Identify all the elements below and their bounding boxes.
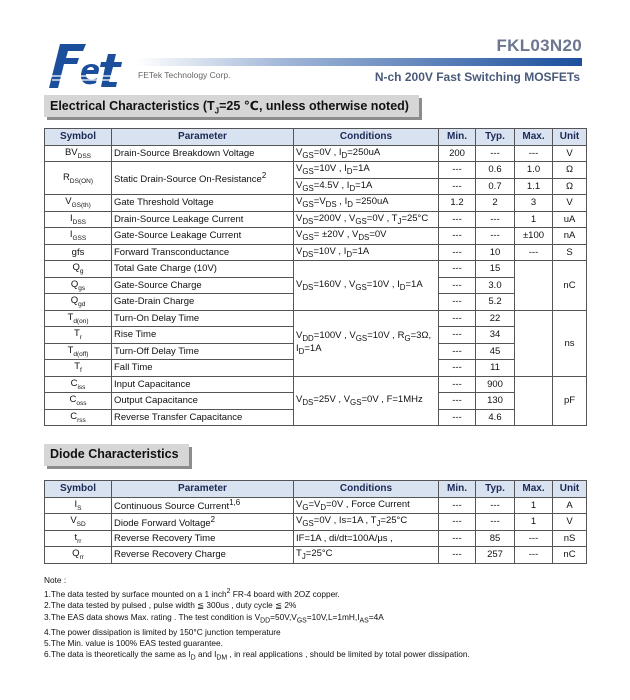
symbol-cell: $T_{d(on)}$	[45, 310, 112, 327]
symbol-cell: $I_{DSS}$	[45, 211, 112, 228]
unit-cell: V	[553, 145, 587, 162]
symbol-cell: $I_S$	[45, 497, 112, 514]
column-header: Symbol	[45, 481, 112, 498]
parameter-cell: Reverse Recovery Time	[112, 530, 294, 547]
max-cell: 1	[515, 514, 553, 531]
conditions-cell: $V_{GS}= \pm 20V$ , $V_{DS}=0V$	[294, 228, 439, 245]
typ-cell: 5.2	[476, 294, 515, 311]
max-cell	[515, 376, 553, 426]
company-name: FETek Technology Corp.	[138, 70, 231, 80]
parameter-cell: Fall Time	[112, 360, 294, 377]
min-cell: 200	[439, 145, 476, 162]
typ-cell: 257	[476, 547, 515, 564]
typ-cell: ---	[476, 211, 515, 228]
note-item: 5.The Min. value is 100% EAS tested guarantee.	[44, 637, 223, 648]
typ-cell: 22	[476, 310, 515, 327]
table-row	[45, 211, 587, 228]
table-row	[45, 162, 587, 179]
typ-cell: 10	[476, 244, 515, 261]
notes-heading: Note :	[44, 575, 67, 585]
table-header-row	[45, 129, 587, 146]
conditions-cell: $V_G=V_D=0V$ , Force Current	[294, 497, 439, 514]
min-cell: ---	[439, 261, 476, 278]
parameter-cell: Total Gate Charge (10V)	[112, 261, 294, 278]
typ-cell: 130	[476, 393, 515, 410]
parameter-cell: Gate-Source Leakage Current	[112, 228, 294, 245]
min-cell: ---	[439, 244, 476, 261]
conditions-cell: $V_{DS}=160V$ , $V_{GS}=10V$ , $I_D=1A$	[294, 261, 439, 311]
unit-cell: V	[553, 195, 587, 212]
min-cell: ---	[439, 393, 476, 410]
min-cell: ---	[439, 497, 476, 514]
min-cell: ---	[439, 228, 476, 245]
max-cell: ---	[515, 547, 553, 564]
conditions-cell: $V_{DD}=100V$ , $V_{GS}=10V$ , $R_G=3\Omega$, $I_D=1A$	[294, 310, 439, 376]
note-item: 3.The EAS data shows Max. rating . The test condition is $V_{DD}=50V,V_{GS}=10V,L=1mH,I_{AS}=4A$	[44, 611, 384, 625]
symbol-cell: gfs	[45, 244, 112, 261]
typ-cell: 45	[476, 343, 515, 360]
unit-cell: nA	[553, 228, 587, 245]
conditions-cell: $V_{GS}=0V$ , Is=1A , $T_J=25^\circ C$	[294, 514, 439, 531]
max-cell: 1.1	[515, 178, 553, 195]
max-cell: 3	[515, 195, 553, 212]
parameter-cell: Drain-Source Leakage Current	[112, 211, 294, 228]
typ-cell: ---	[476, 497, 515, 514]
unit-cell: nS	[553, 530, 587, 547]
max-cell: 1.0	[515, 162, 553, 179]
unit-cell: A	[553, 497, 587, 514]
column-header: Parameter	[112, 481, 294, 498]
max-cell	[515, 310, 553, 376]
min-cell: ---	[439, 360, 476, 377]
column-header: Unit	[553, 129, 587, 146]
min-cell: ---	[439, 547, 476, 564]
electrical-characteristics-table	[44, 128, 587, 426]
max-cell: ---	[515, 145, 553, 162]
symbol-cell: $I_{GSS}$	[45, 228, 112, 245]
symbol-cell: $Q_{gd}$	[45, 294, 112, 311]
symbol-cell: $V_{SD}$	[45, 514, 112, 531]
table-row	[45, 310, 587, 327]
table-row	[45, 261, 587, 278]
part-number: FKL03N20	[496, 36, 582, 55]
typ-cell: 4.6	[476, 409, 515, 426]
parameter-cell: Gate-Drain Charge	[112, 294, 294, 311]
max-cell: ---	[515, 530, 553, 547]
symbol-cell: $T_r$	[45, 327, 112, 344]
notes-block	[44, 575, 470, 664]
parameter-cell: Turn-Off Delay Time	[112, 343, 294, 360]
note-item: 1.The data tested by surface mounted on a 1 inch$^2$ FR-4 board with 2OZ copper.	[44, 588, 340, 600]
unit-cell: V	[553, 514, 587, 531]
symbol-cell: $t_{rr}$	[45, 530, 112, 547]
table-row	[45, 244, 587, 261]
parameter-cell: Diode Forward Voltage$^2$	[112, 514, 294, 531]
table-row	[45, 195, 587, 212]
symbol-cell: $V_{GS(th)}$	[45, 195, 112, 212]
min-cell: 1.2	[439, 195, 476, 212]
parameter-cell: Turn-On Delay Time	[112, 310, 294, 327]
conditions-cell: $V_{GS}=V_{DS}$ , $I_D =250uA$	[294, 195, 439, 212]
symbol-cell: $C_{oss}$	[45, 393, 112, 410]
conditions-cell: $V_{GS}=10V$ , $I_D=1A$	[294, 162, 439, 179]
parameter-cell: Gate-Source Charge	[112, 277, 294, 294]
column-header: Min.	[439, 481, 476, 498]
typ-cell: 0.6	[476, 162, 515, 179]
diode-characteristics-table	[44, 480, 587, 564]
symbol-cell: $T_{d(off)}$	[45, 343, 112, 360]
parameter-cell: Reverse Recovery Charge	[112, 547, 294, 564]
parameter-cell: Rise Time	[112, 327, 294, 344]
unit-cell: uA	[553, 211, 587, 228]
symbol-cell: $C_{rss}$	[45, 409, 112, 426]
column-header: Max.	[515, 481, 553, 498]
column-header: Typ.	[476, 481, 515, 498]
typ-cell: ---	[476, 145, 515, 162]
typ-cell: 11	[476, 360, 515, 377]
column-header: Typ.	[476, 129, 515, 146]
conditions-cell: $V_{GS}=0V$ , $I_D=250uA$	[294, 145, 439, 162]
max-cell: ±100	[515, 228, 553, 245]
parameter-cell: Output Capacitance	[112, 393, 294, 410]
min-cell: ---	[439, 310, 476, 327]
typ-cell: 34	[476, 327, 515, 344]
diode-section-title: Diode Characteristics	[44, 444, 189, 466]
symbol-cell: $T_f$	[45, 360, 112, 377]
parameter-cell: Drain-Source Breakdown Voltage	[112, 145, 294, 162]
typ-cell: ---	[476, 514, 515, 531]
min-cell: ---	[439, 211, 476, 228]
symbol-cell: $Q_g$	[45, 261, 112, 278]
typ-cell: 85	[476, 530, 515, 547]
max-cell: 1	[515, 211, 553, 228]
column-header: Parameter	[112, 129, 294, 146]
unit-cell: Ω	[553, 162, 587, 179]
unit-cell: ns	[553, 310, 587, 376]
note-item: 6.The data is theoretically the same as $I_D$ and $I_{DM}$ , in real applications , should be limited by total power dissipation.	[44, 649, 470, 662]
typ-cell: 900	[476, 376, 515, 393]
conditions-cell: $T_J=25^\circ C$	[294, 547, 439, 564]
min-cell: ---	[439, 514, 476, 531]
parameter-cell: Reverse Transfer Capacitance	[112, 409, 294, 426]
header-rule	[136, 58, 582, 66]
column-header: Conditions	[294, 481, 439, 498]
min-cell: ---	[439, 178, 476, 195]
note-item: 2.The data tested by pulsed , pulse width ≦ 300us , duty cycle ≦ 2%	[44, 600, 297, 611]
typ-cell: 2	[476, 195, 515, 212]
min-cell: ---	[439, 277, 476, 294]
symbol-cell: $BV_{DSS}$	[45, 145, 112, 162]
max-cell: ---	[515, 244, 553, 261]
symbol-cell: $Q_{rr}$	[45, 547, 112, 564]
table-row	[45, 514, 587, 531]
typ-cell: 3.0	[476, 277, 515, 294]
min-cell: ---	[439, 343, 476, 360]
unit-cell: Ω	[553, 178, 587, 195]
table-row	[45, 228, 587, 245]
table-row	[45, 145, 587, 162]
table-row	[45, 376, 587, 393]
unit-cell: S	[553, 244, 587, 261]
min-cell: ---	[439, 409, 476, 426]
unit-cell: nC	[553, 261, 587, 311]
max-cell: 1	[515, 497, 553, 514]
min-cell: ---	[439, 294, 476, 311]
parameter-cell: Forward Transconductance	[112, 244, 294, 261]
min-cell: ---	[439, 327, 476, 344]
column-header: Symbol	[45, 129, 112, 146]
parameter-cell: Static Drain-Source On-Resistance$^2$	[112, 162, 294, 195]
parameter-cell: Input Capacitance	[112, 376, 294, 393]
symbol-cell: $R_{DS(ON)}$	[45, 162, 112, 195]
max-cell	[515, 261, 553, 311]
parameter-cell: Gate Threshold Voltage	[112, 195, 294, 212]
min-cell: ---	[439, 162, 476, 179]
symbol-cell: $C_{iss}$	[45, 376, 112, 393]
parameter-cell: Continuous Source Current$^{1,6}$	[112, 497, 294, 514]
column-header: Conditions	[294, 129, 439, 146]
table-row	[45, 497, 587, 514]
column-header: Max.	[515, 129, 553, 146]
typ-cell: ---	[476, 228, 515, 245]
symbol-cell: $Q_{gs}$	[45, 277, 112, 294]
conditions-cell: $V_{DS}=10V$ , $I_D=1A$	[294, 244, 439, 261]
typ-cell: 0.7	[476, 178, 515, 195]
product-subtitle: N-ch 200V Fast Switching MOSFETs	[374, 70, 580, 84]
table-row	[45, 530, 587, 547]
column-header: Min.	[439, 129, 476, 146]
unit-cell: pF	[553, 376, 587, 426]
conditions-cell: IF=1A , di/dt=100A/μs ,	[294, 530, 439, 547]
min-cell: ---	[439, 530, 476, 547]
note-item: 4.The power dissipation is limited by 150°C junction temperature	[44, 626, 281, 637]
electrical-section-title: Electrical Characteristics ($T_J=25$ ℃, unless otherwise noted)	[44, 95, 419, 117]
column-header: Unit	[553, 481, 587, 498]
conditions-cell: $V_{DS}=200V$ , $V_{GS}=0V$ , $T_J=25^\circ C$	[294, 211, 439, 228]
conditions-cell: $V_{GS}=4.5V$ , $I_D=1A$	[294, 178, 439, 195]
table-row	[45, 547, 587, 564]
typ-cell: 15	[476, 261, 515, 278]
fetek-logo	[46, 40, 140, 92]
unit-cell: nC	[553, 547, 587, 564]
table-header-row	[45, 481, 587, 498]
conditions-cell: $V_{DS}=25V$ , $V_{GS}=0V$ , F=1MHz	[294, 376, 439, 426]
min-cell: ---	[439, 376, 476, 393]
